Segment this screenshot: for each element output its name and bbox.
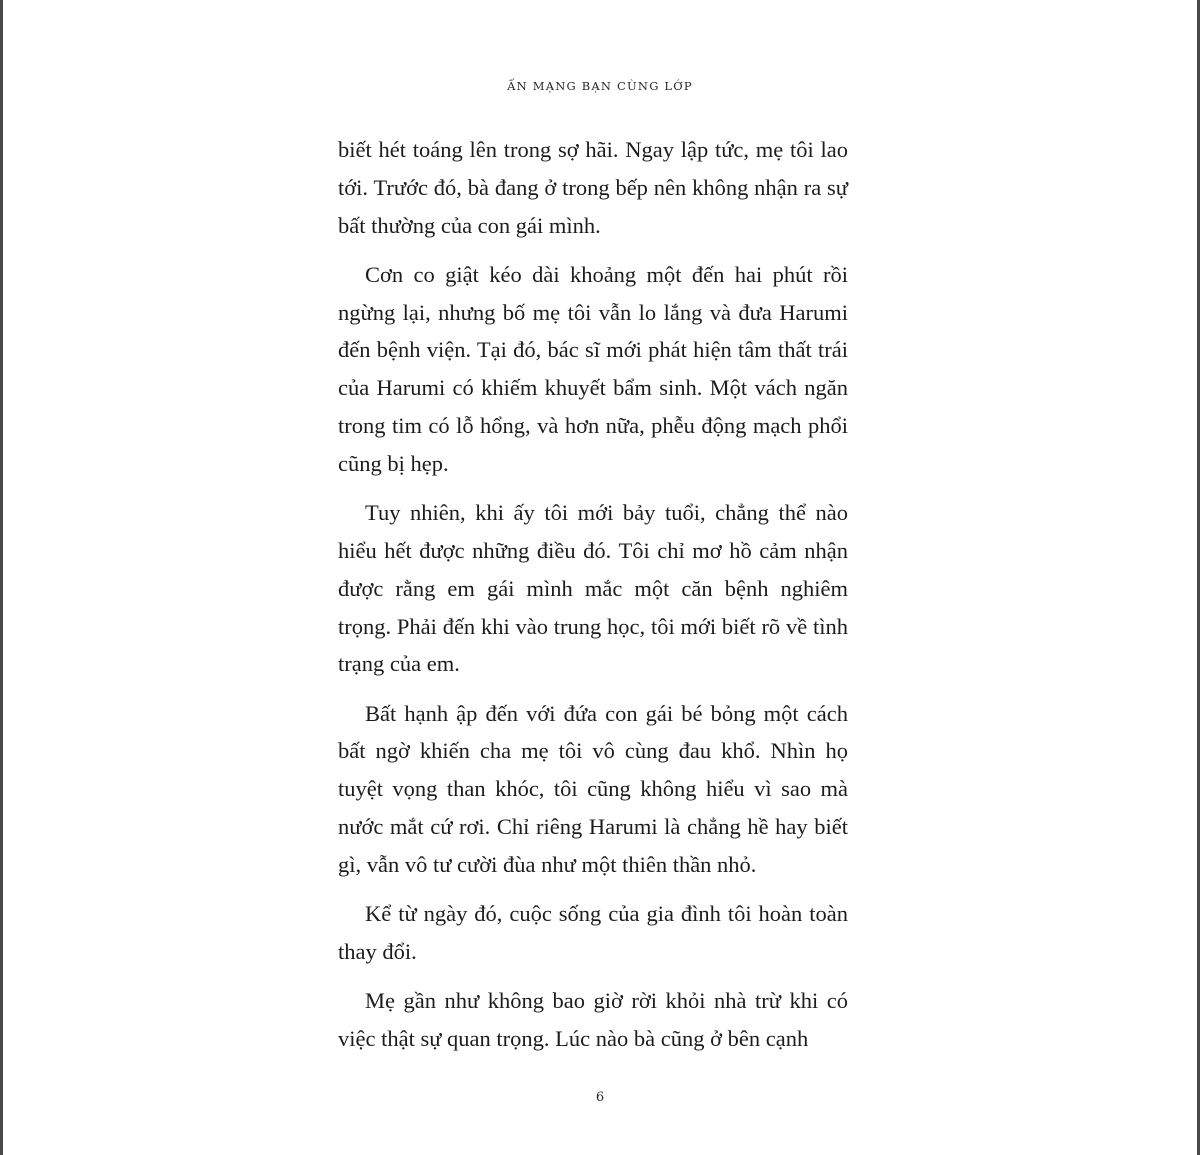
paragraph: biết hét toáng lên trong sợ hãi. Ngay lập tức, mẹ tôi lao tới. Trước đó, bà đang ở trong bếp nên không nhận ra sự bất thường của con gái mình. <box>338 137 848 238</box>
paragraph: Kể từ ngày đó, cuộc sống của gia đình tôi hoàn toàn thay đổi. <box>338 901 848 964</box>
body-text <box>338 131 848 1069</box>
paragraph: Tuy nhiên, khi ấy tôi mới bảy tuổi, chẳng thể nào hiểu hết được những điều đó. Tôi chỉ mơ hồ cảm nhận được rằng em gái mình mắc một căn bệnh nghiêm trọng. Phải đến khi vào trung học, tôi mới biết rõ về tình trạng của em. <box>338 500 848 677</box>
paragraph: Cơn co giật kéo dài khoảng một đến hai phút rồi ngừng lại, nhưng bố mẹ tôi vẫn lo lắng và đưa Harumi đến bệnh viện. Tại đó, bác sĩ mới phát hiện tâm thất trái của Harumi có khiếm khuyết bẩm sinh. Một vách ngăn trong tim có lỗ hổng, và hơn nữa, phễu động mạch phổi cũng bị hẹp. <box>338 261 848 476</box>
paragraph: Mẹ gần như không bao giờ rời khỏi nhà trừ khi có việc thật sự quan trọng. Lúc nào bà cũng ở bên cạnh <box>338 988 848 1052</box>
running-header: ẤN MẠNG BẠN CÙNG LỚP <box>507 79 693 93</box>
paragraph: Bất hạnh ập đến với đứa con gái bé bỏng một cách bất ngờ khiến cha mẹ tôi vô cùng đau khổ. Nhìn họ tuyệt vọng than khóc, tôi cũng không hiểu vì sao mà nước mắt cứ rơi. Chỉ riêng Harumi là chẳng hề hay biết gì, vẫn vô tư cười đùa như một thiên thần nhỏ. <box>338 700 848 877</box>
page-number: 6 <box>595 1090 605 1105</box>
